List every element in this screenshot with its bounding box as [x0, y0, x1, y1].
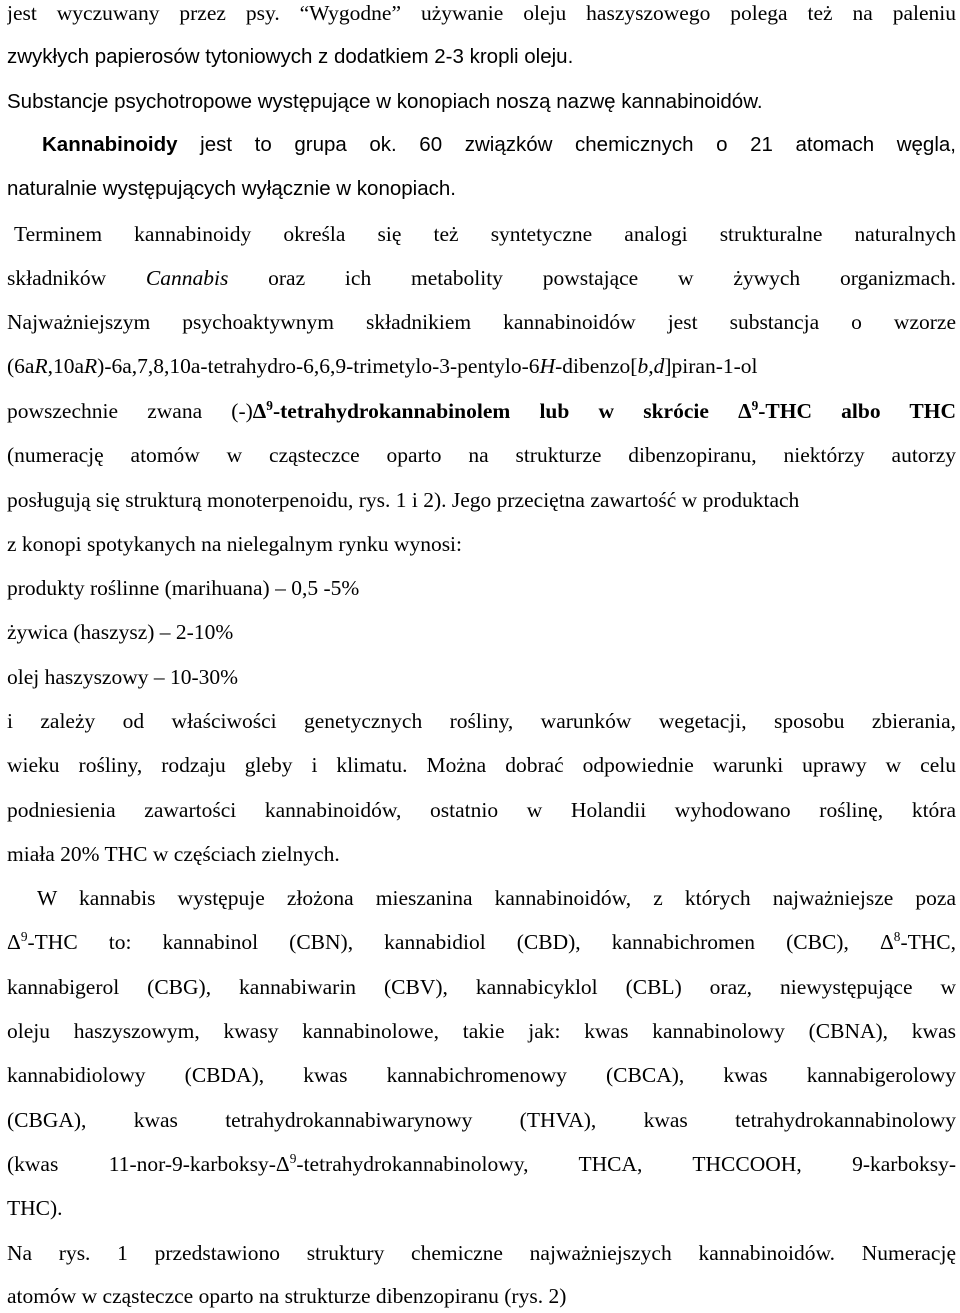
text-line: atomów w cząsteczce oparto na strukturze dibenzopiranu (rys. 2) — [7, 1284, 567, 1308]
term-kannabinoidy: Kannabinoidy — [42, 133, 178, 156]
content-list-item: olej haszyszowy – 10-30% — [7, 665, 239, 689]
text-line: kannabigerol (CBG), kannabiwarin (CBV), kannabicyklol (CBL) oraz, niewystępujące w — [7, 975, 956, 999]
text-line: $\Delta^9$-THC to: kannabinol (CBN), kannabidiol (CBD), kannabichromen (CBC), $\Delta^8$-THC, — [7, 929, 956, 954]
text-line: Kannabinoidy jest to grupa ok. 60 związków chemicznych o 21 atomach węgla, — [42, 133, 956, 156]
text-line: W kannabis występuje złożona mieszanina kannabinoidów, z których najważniejsze poza — [37, 886, 956, 910]
text-line: THC). — [7, 1196, 63, 1220]
delta-symbol: Δ — [275, 1152, 290, 1176]
chemical-formula-line: (6aR,10aR)-6a,7,8,10a-tetrahydro-6,6,9-trimetylo-3-pentylo-6H-dibenzo[b,d]piran-1-ol — [7, 354, 758, 378]
text-line: zwykłych papierosów tytoniowych z dodatkiem 2-3 kropli oleju. — [7, 45, 574, 68]
content-list-item: produkty roślinne (marihuana) – 0,5 -5% — [7, 576, 360, 600]
delta-symbol: Δ — [738, 399, 752, 423]
text-line: powszechnie zwana $(-)\Delta^9$-tetrahydrokannabinolem lub w skrócie $\Delta^9$-THC albo THC — [7, 398, 956, 423]
content-list-item: żywica (haszysz) – 2-10% — [7, 620, 234, 644]
genus-name: Cannabis — [145, 266, 229, 290]
delta-symbol: Δ — [252, 399, 267, 423]
text-line: miała 20% THC w częściach zielnych. — [7, 842, 340, 866]
text-line: składników Cannabis oraz ich metabolity powstające w żywych organizmach. — [7, 266, 956, 290]
text-line: (kwas $11-nor-9-karboksy-\Delta^9$-tetrahydrokannabinolowy, THCA, THCCOOH, 9-karboksy- — [7, 1151, 956, 1176]
text-line: (numerację atomów w cząsteczce oparto na strukturze dibenzopiranu, niektórzy autorzy — [7, 443, 956, 467]
text-line: (CBGA), kwas tetrahydrokannabiwarynowy (THVA), kwas tetrahydrokannabinolowy — [7, 1108, 956, 1132]
text-line: oleju haszyszowym, kwasy kannabinolowe, takie jak: kwas kannabinolowy (CBNA), kwas — [7, 1019, 956, 1043]
text-line: i zależy od właściwości genetycznych rośliny, warunków wegetacji, sposobu zbierania, — [7, 709, 956, 733]
text-line: podniesienia zawartości kannabinoidów, ostatnio w Holandii wyhodowano roślinę, która — [7, 798, 956, 822]
text-line: kannabidiolowy (CBDA), kwas kannabichromenowy (CBCA), kwas kannabigerolowy — [7, 1063, 956, 1087]
text-line: Terminem kannabinoidy określa się też syntetyczne analogi strukturalne naturalnych — [14, 222, 956, 246]
delta-symbol: Δ — [879, 930, 894, 954]
text-line: Substancje psychotropowe występujące w konopiach noszą nazwę kannabinoidów. — [7, 90, 763, 113]
text-line: naturalnie występujących wyłącznie w konopiach. — [7, 177, 456, 200]
text-line: Najważniejszym psychoaktywnym składnikiem kannabinoidów jest substancja o wzorze — [7, 310, 956, 334]
delta-symbol: Δ — [7, 930, 21, 954]
text-line: Na rys. 1 przedstawiono struktury chemiczne najważniejszych kannabinoidów. Numerację — [7, 1241, 956, 1265]
text-line: posługują się strukturą monoterpenoidu, rys. 1 i 2). Jego przeciętna zawartość w produktach — [7, 488, 800, 512]
text-line: wieku rośliny, rodzaju gleby i klimatu. Można dobrać odpowiednie warunki uprawy w celu — [7, 753, 956, 777]
text-line: jest wyczuwany przez psy. “Wygodne” używanie oleju haszyszowego polega też na paleniu — [7, 1, 956, 25]
text-line: z konopi spotykanych na nielegalnym rynku wynosi: — [7, 532, 463, 556]
